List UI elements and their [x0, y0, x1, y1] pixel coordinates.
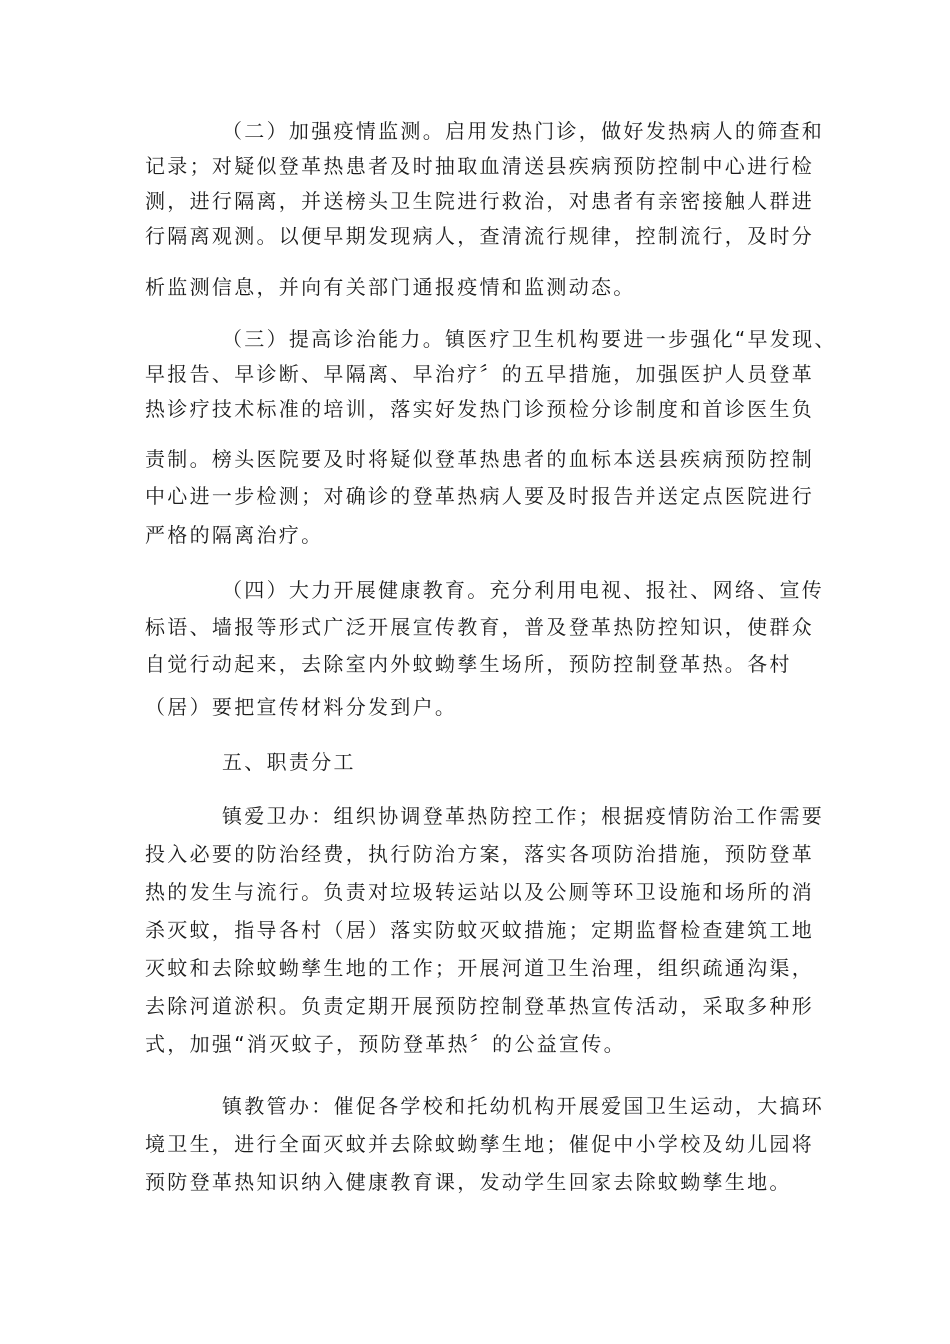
section-heading: 五、职责分工: [222, 750, 356, 774]
text-line: 责制。榜头医院要及时将疑似登革热患者的血标本送县疾病预防控制: [145, 447, 814, 471]
text-line: 式，加强“消灭蚊子，预防登革热〞的公益宣传。: [145, 1032, 626, 1056]
text-line: 境卫生，进行全面灭蚊并去除蚊蚴孳生地；催促中小学校及幼儿园将: [145, 1132, 814, 1156]
text-line: 热的发生与流行。负责对垃圾转运站以及公厕等环卫设施和场所的消: [145, 880, 814, 904]
text-line: 行隔离观测。以便早期发现病人，查清流行规律，控制流行，及时分: [145, 224, 814, 248]
text-line: 投入必要的防治经费，执行防治方案，落实各项防治措施，预防登革: [145, 842, 814, 866]
text-line: （四）大力开展健康教育。充分利用电视、报社、网络、宣传: [222, 578, 825, 602]
text-line: 记录；对疑似登革热患者及时抽取血清送县疾病预防控制中心进行检: [145, 154, 814, 178]
text-line: 热诊疗技术标准的培训，落实好发热门诊预检分诊制度和首诊医生负: [145, 397, 814, 421]
text-line: 预防登革热知识纳入健康教育课，发动学生回家去除蚊蚴孳生地。: [145, 1170, 792, 1194]
text-line: （三）提高诊治能力。镇医疗卫生机构要进一步强化“早发现、: [222, 327, 837, 351]
text-line: （居）要把宣传材料分发到户。: [145, 695, 458, 719]
text-line: 灭蚊和去除蚊蚴孳生地的工作；开展河道卫生治理，组织疏通沟渠，: [145, 956, 814, 980]
text-line: 去除河道淤积。负责定期开展预防控制登革热宣传活动，采取多种形: [145, 994, 814, 1018]
text-line: 自觉行动起来，去除室内外蚊蚴孳生场所，预防控制登革热。各村: [145, 652, 792, 676]
text-line: 严格的隔离治疗。: [145, 523, 324, 547]
text-line: 镇教管办：催促各学校和托幼机构开展爱国卫生运动，大搞环: [222, 1094, 825, 1118]
text-line: （二）加强疫情监测。启用发热门诊，做好发热病人的筛查和: [222, 119, 825, 143]
text-line: 镇爱卫办：组织协调登革热防控工作；根据疫情防治工作需要: [222, 804, 825, 828]
text-line: 中心进一步检测；对确诊的登革热病人要及时报告并送定点医院进行: [145, 484, 814, 508]
text-line: 析监测信息，并向有关部门通报疫情和监测动态。: [145, 275, 636, 299]
text-line: 测，进行隔离，并送榜头卫生院进行救治，对患者有亲密接触人群进: [145, 189, 814, 213]
text-line: 标语、墙报等形式广泛开展宣传教育，普及登革热防控知识，使群众: [145, 615, 814, 639]
text-line: 杀灭蚊，指导各村（居）落实防蚊灭蚊措施；定期监督检查建筑工地: [145, 918, 814, 942]
text-line: 早报告、早诊断、早隔离、早治疗〞的五早措施，加强医护人员登革: [145, 362, 814, 386]
